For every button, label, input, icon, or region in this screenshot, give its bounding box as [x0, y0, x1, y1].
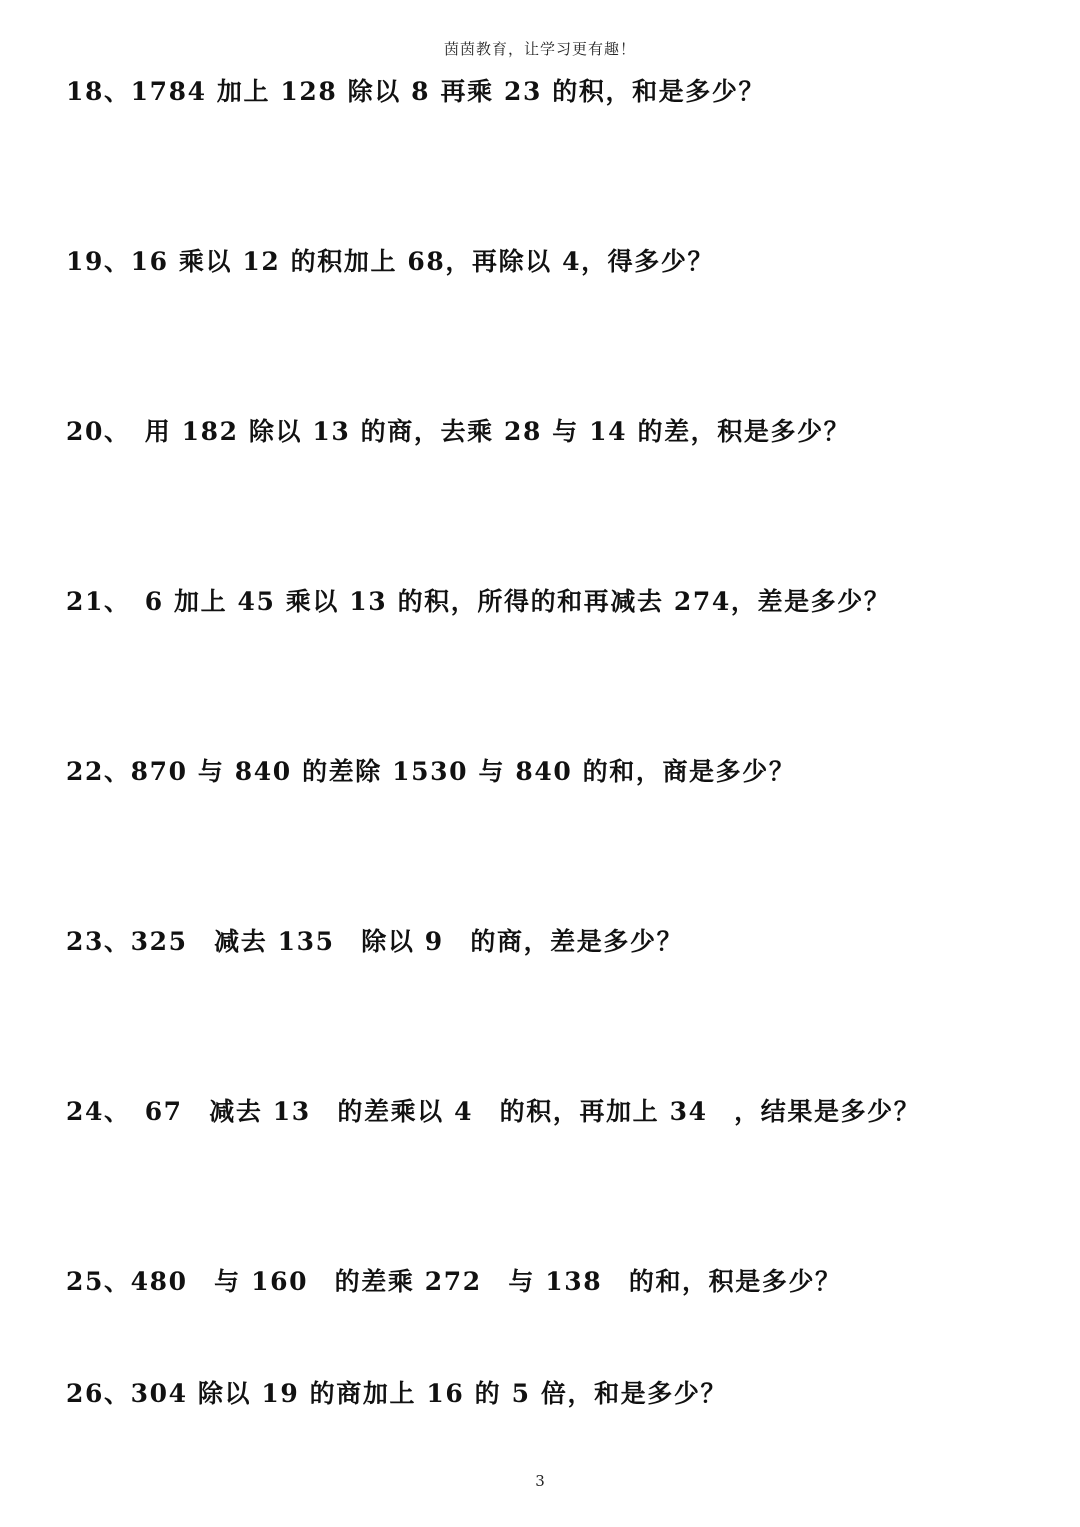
- page-number: 3: [535, 1472, 545, 1490]
- problem-20: 20、 用 182 除以 13 的商，去乘 28 与 14 的差，积是多少？: [66, 417, 851, 446]
- problem-25: 25、480 与 160 的差乘 272 与 138 的和，积是多少？: [66, 1267, 842, 1296]
- problem-24: 24、 67 减去 13 的差乘以 4 的积，再加上 34 ，结果是多少？: [66, 1097, 921, 1126]
- problem-26: 26、304 除以 19 的商加上 16 的 5 倍，和是多少？: [66, 1379, 728, 1408]
- problem-23: 23、325 减去 135 除以 9 的商，差是多少？: [66, 927, 684, 956]
- problem-18: 18、1784 加上 128 除以 8 再乘 23 的积，和是多少？: [66, 77, 766, 106]
- problem-19: 19、16 乘以 12 的积加上 68，再除以 4，得多少？: [66, 247, 715, 276]
- problem-22: 22、870 与 840 的差除 1530 与 840 的和，商是多少？: [66, 757, 796, 786]
- problem-21: 21、 6 加上 45 乘以 13 的积，所得的和再减去 274，差是多少？: [66, 587, 891, 616]
- page-header: 茵茵教育，让学习更有趣！: [443, 40, 636, 58]
